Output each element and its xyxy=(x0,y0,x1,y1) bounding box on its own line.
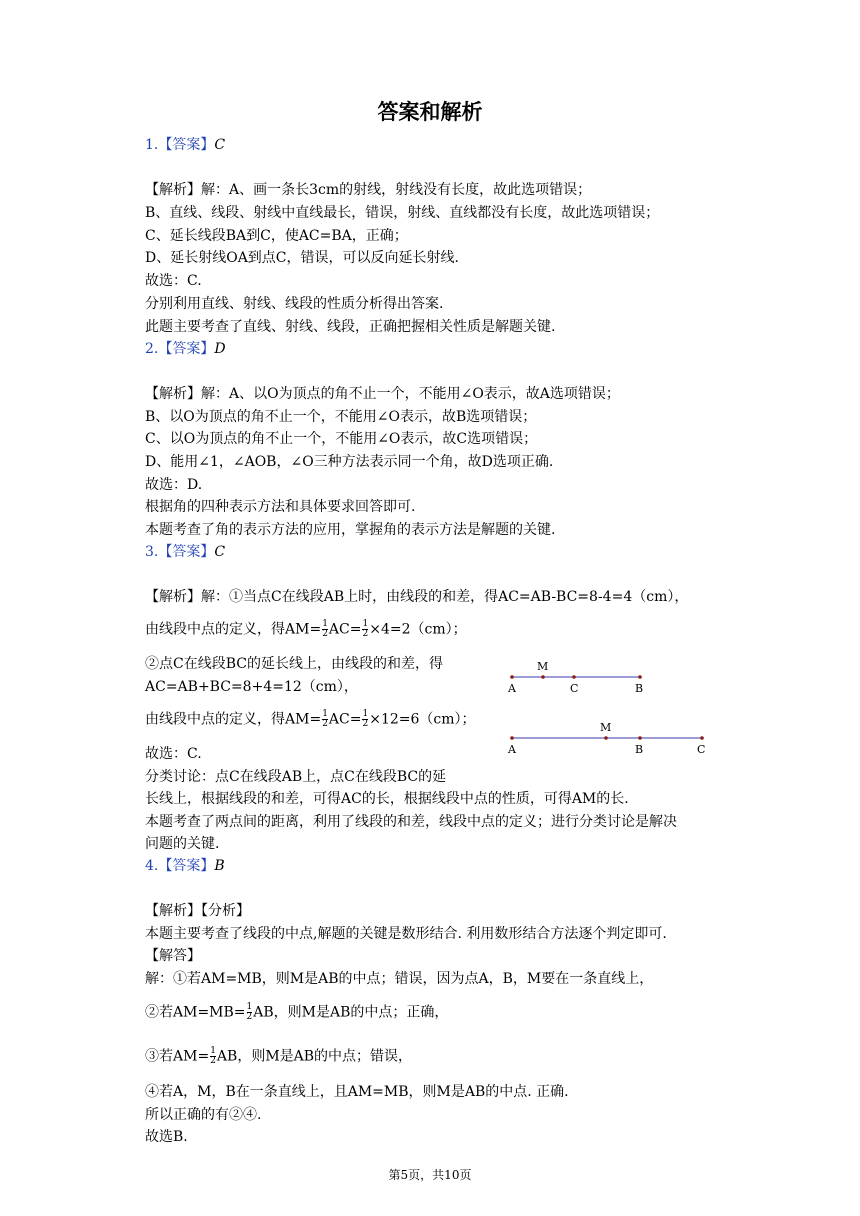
q2-line-2: B、以O为顶点的角不止一个，不能用∠O表示，故B选项错误； xyxy=(145,409,537,425)
label-c: C xyxy=(697,743,706,756)
label-a: A xyxy=(508,743,516,756)
q2-answer-value: D xyxy=(214,341,226,357)
q2-line-6: 根据角的四种表示方法和具体要求回答即可. xyxy=(145,499,416,515)
q1-line-1: 【解析】解：A、画一条长3cm的射线，射线没有长度，故此选项错误； xyxy=(145,182,592,198)
label-b: B xyxy=(635,682,644,695)
fraction-half: $\frac{1}{2}$ xyxy=(362,619,369,639)
q3-line-2 xyxy=(145,620,467,639)
label-b: B xyxy=(635,743,644,756)
q3-line-2c: ×4=2（cm）； xyxy=(369,621,467,638)
q3-line-2b: AC= xyxy=(328,621,362,638)
label-m: M xyxy=(537,660,549,673)
point-m xyxy=(541,675,545,679)
q3-answer-value: C xyxy=(214,544,226,560)
label-a: A xyxy=(508,682,516,695)
fraction-half: $\frac{1}{2}$ xyxy=(210,1046,216,1066)
q4-line-8: 所以正确的有②④. xyxy=(145,1107,262,1123)
point-c xyxy=(700,736,704,740)
q4-answer-label: 4.【答案】 xyxy=(145,858,215,874)
q1-line-4: D、延长射线OA到点C，错误，可以反向延长射线. xyxy=(145,250,459,266)
q1-line-6: 分别利用直线、射线、线段的性质分析得出答案. xyxy=(145,296,444,312)
q4-line-5a: ②若AM=MB= xyxy=(145,1004,246,1021)
point-b xyxy=(638,675,642,679)
label-m: M xyxy=(600,721,612,734)
q3-line-9: 本题考查了两点间的距离，利用了线段的和差，线段中点的定义；进行分类讨论是解决 xyxy=(145,814,677,830)
q3-line-5c: ×12=6（cm）； xyxy=(369,711,476,728)
fraction-half: $\frac{1}{2}$ xyxy=(362,709,369,729)
q4-answer-value: B xyxy=(214,858,225,874)
q2-line-1: 【解析】解：A、以O为顶点的角不止一个，不能用∠O表示，故A选项错误； xyxy=(145,386,620,402)
q4-answer xyxy=(145,857,225,875)
point-c xyxy=(572,675,576,679)
q3-answer xyxy=(145,543,225,561)
label-c: C xyxy=(570,682,579,695)
q3-line-1: 【解析】解：①当点C在线段AB上时，由线段的和差，得AC=AB-BC=8-4=4（cm）， xyxy=(145,589,689,605)
q3-line-5 xyxy=(145,710,476,729)
point-a xyxy=(510,736,514,740)
q4-line-7: ④若A，M，B在一条直线上，且AM=MB，则M是AB的中点. 正确. xyxy=(145,1084,569,1100)
q4-line-3: 【解答】 xyxy=(145,948,201,964)
fraction-half: $\frac{1}{2}$ xyxy=(246,1002,253,1022)
q4-line-5b: AB，则M是AB的中点；正确， xyxy=(253,1004,449,1021)
q2-answer-label: 2.【答案】 xyxy=(145,341,215,357)
q4-line-2: 本题主要考查了线段的中点,解题的关键是数形结合. 利用数形结合方法逐个判定即可. xyxy=(145,926,667,942)
q3-line-7: 分类讨论：点C在线段AB上，点C在线段BC的延 xyxy=(145,769,447,785)
q1-line-2: B、直线、线段、射线中直线最长，错误，射线、直线都没有长度，故此选项错误； xyxy=(145,205,660,221)
q2-line-7: 本题考查了角的表示方法的应用，掌握角的表示方法是解题的关键. xyxy=(145,522,556,538)
q3-line-4: AC=AB+BC=8+4=12（cm）， xyxy=(145,679,358,695)
q1-line-7: 此题主要考查了直线、射线、线段，正确把握相关性质是解题关键. xyxy=(145,319,556,335)
q3-line-8: 长线上，根据线段的和差，可得AC的长，根据线段中点的性质，可得AM的长. xyxy=(145,791,629,807)
page-footer: 第5页，共10页 xyxy=(388,1168,472,1182)
page-title: 答案和解析 xyxy=(377,100,483,124)
point-a xyxy=(510,675,514,679)
q4-line-6b: AB，则M是AB的中点；错误， xyxy=(216,1048,413,1065)
q3-line-5b: AC= xyxy=(328,711,362,728)
q4-line-5 xyxy=(145,1003,448,1022)
q3-line-3: ②点C在线段BC的延长线上，由线段的和差，得 xyxy=(145,656,443,672)
q2-answer xyxy=(145,340,226,358)
q4-line-6 xyxy=(145,1047,412,1066)
fraction-half: $\frac{1}{2}$ xyxy=(322,619,328,639)
segment-figure-1 xyxy=(500,655,660,697)
q1-line-3: C、延长线段BA到C，使AC=BA，正确； xyxy=(145,228,408,244)
segment-figure-2 xyxy=(500,716,720,758)
q3-line-5a: 由线段中点的定义，得AM= xyxy=(145,711,322,728)
q3-answer-label: 3.【答案】 xyxy=(145,544,215,560)
q2-line-4: D、能用∠1，∠AOB，∠O三种方法表示同一个角，故D选项正确. xyxy=(145,454,554,470)
fraction-half: $\frac{1}{2}$ xyxy=(322,709,328,729)
q1-answer xyxy=(145,136,225,154)
q4-line-6a: ③若AM= xyxy=(145,1048,210,1065)
q2-line-3: C、以O为顶点的角不止一个，不能用∠O表示，故C选项错误； xyxy=(145,431,538,447)
q1-line-5: 故选：C. xyxy=(145,273,202,289)
q3-line-6: 故选：C. xyxy=(145,746,202,762)
point-m xyxy=(604,736,608,740)
q3-line-2a: 由线段中点的定义，得AM= xyxy=(145,621,322,638)
q4-line-1: 【解析】【分析】 xyxy=(145,903,250,919)
q4-line-4: 解：①若AM=MB，则M是AB的中点；错误，因为点A，B，M要在一条直线上， xyxy=(145,971,654,987)
q2-line-5: 故选：D. xyxy=(145,477,203,493)
q1-answer-label: 1.【答案】 xyxy=(145,137,215,153)
q3-line-10: 问题的关键. xyxy=(145,836,220,852)
q1-answer-value: C xyxy=(214,137,226,153)
q4-line-9: 故选B. xyxy=(145,1129,188,1145)
point-b xyxy=(638,736,642,740)
